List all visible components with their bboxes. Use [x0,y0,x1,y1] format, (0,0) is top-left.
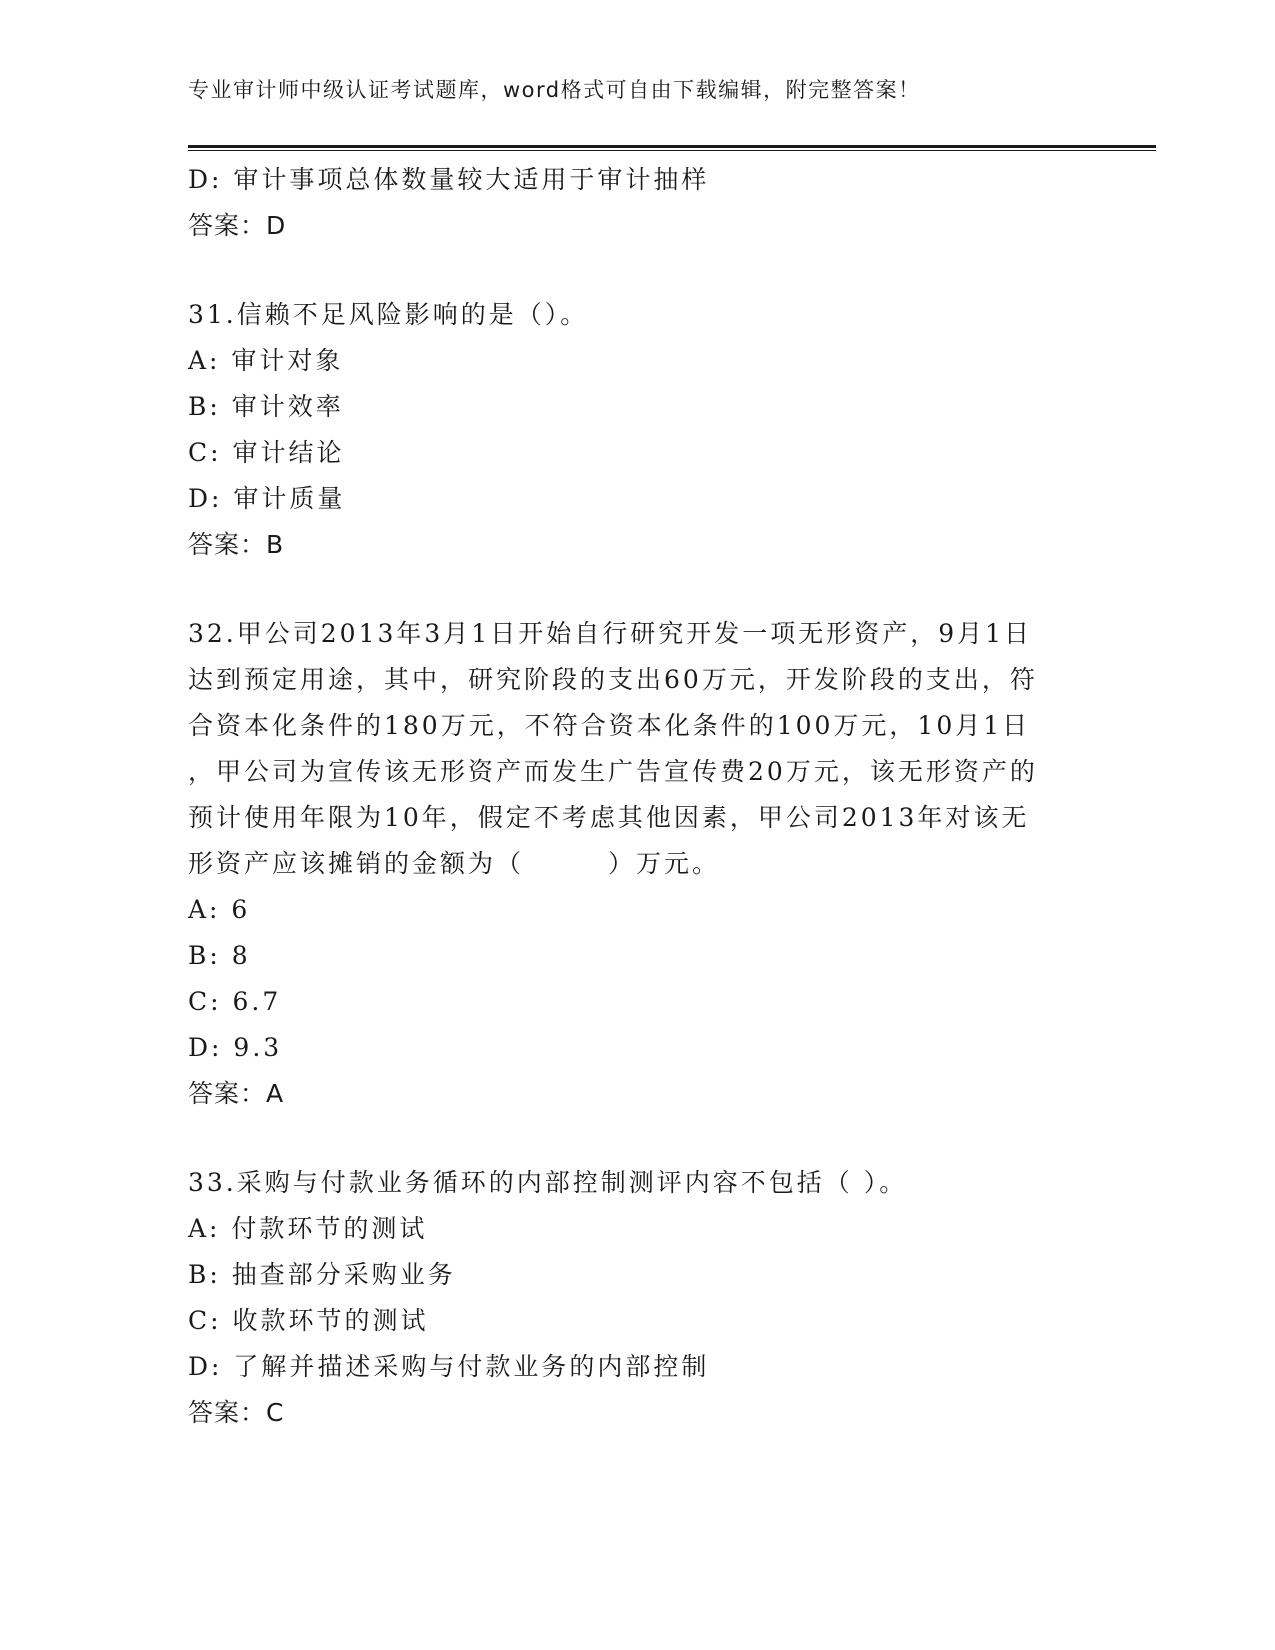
option-a: A: 付款环节的测试 [188,1214,428,1243]
answer: 答案：B [188,530,285,559]
option-d: D: 审计质量 [188,484,346,513]
question-31 [188,292,1088,568]
header-rule-thick [188,145,1156,148]
option-a: A: 6 [188,895,251,924]
answer: 答案：C [188,1398,285,1427]
answer: 答案：A [188,1079,285,1108]
option-b: B: 审计效率 [188,392,344,421]
question-stem: 31.信赖不足风险影响的是（）。 [188,300,589,329]
question-stem: 33.采购与付款业务循环的内部控制测评内容不包括（ ）。 [188,1168,908,1197]
header-rule-thin [188,150,1156,151]
page-header: 专业审计师中级认证考试题库，word格式可自由下载编辑，附完整答案！ [188,78,921,102]
option-c: C: 6.7 [188,987,282,1016]
option-c: C: 审计结论 [188,438,345,467]
question-stem-line: 合资本化条件的180万元，不符合资本化条件的100万元，10月1日 [188,711,1031,740]
question-32 [188,611,1088,1117]
question-stem-line: 达到预定用途，其中，研究阶段的支出60万元，开发阶段的支出，符 [188,665,1038,694]
option-d: D: 审计事项总体数量较大适用于审计抽样 [188,165,710,194]
question-stem-line: 形资产应该摊销的金额为（ ）万元。 [188,849,721,878]
option-b: B: 8 [188,941,251,970]
option-b: B: 抽查部分采购业务 [188,1260,456,1289]
question-stem-line: 32.甲公司2013年3月1日开始自行研究开发一项无形资产，9月1日 [188,619,1033,648]
question-stem-line: 预计使用年限为10年，假定不考虑其他因素，甲公司2013年对该无 [188,803,1030,832]
option-c: C: 收款环节的测试 [188,1306,429,1335]
question-33 [188,1160,1088,1436]
question-stem-line: ，甲公司为宣传该无形资产而发生广告宣传费20万元，该无形资产的 [188,757,1038,786]
question-list [188,157,1088,1436]
option-d: D: 了解并描述采购与付款业务的内部控制 [188,1352,710,1381]
answer: 答案：D [188,211,287,240]
option-d: D: 9.3 [188,1033,283,1062]
option-a: A: 审计对象 [188,346,344,375]
